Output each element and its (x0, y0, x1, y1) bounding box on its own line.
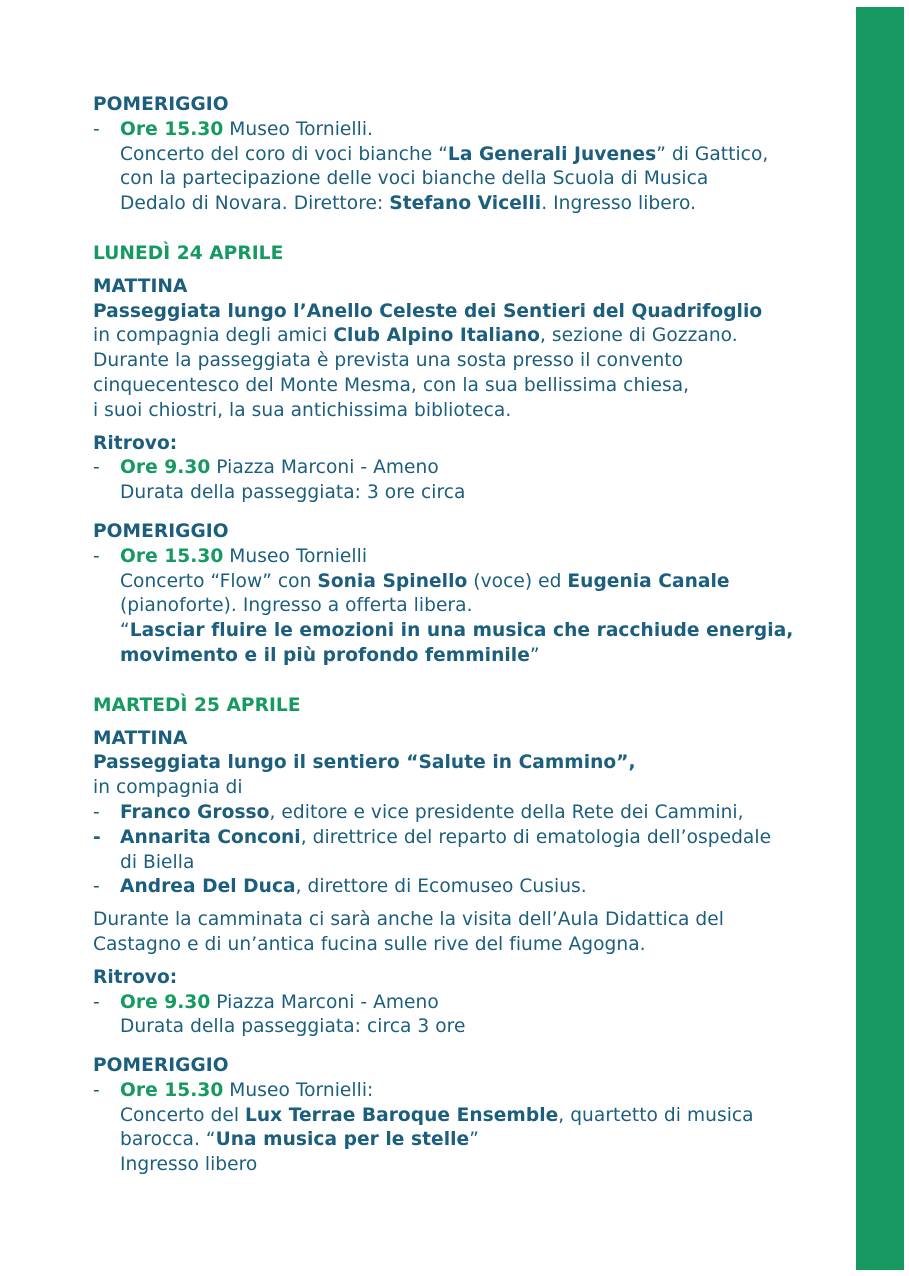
list-item (93, 801, 833, 826)
meeting-item (93, 991, 833, 1016)
text: Dedalo di Novara. Direttore: (120, 193, 390, 215)
text: barocca. “ (120, 1129, 216, 1151)
event-item (93, 545, 833, 570)
meeting-label: Ritrovo: (93, 966, 178, 988)
day-heading-tuesday: MARTEDÌ 25 APRILE (93, 694, 301, 716)
text: , direttore di Ecomuseo Cusius. (295, 876, 587, 898)
event-description (93, 143, 833, 217)
text: ” (529, 644, 540, 666)
event-time: Ore 9.30 (120, 457, 211, 479)
event-place: Museo Tornielli (223, 545, 368, 567)
event-time: Ore 15.30 (120, 545, 224, 567)
person-name: Annarita Conconi (120, 826, 301, 848)
quote-text: movimento e il più profondo femminile (120, 644, 530, 666)
text-line: in compagnia di (93, 777, 243, 799)
text: , quartetto di musica (558, 1104, 754, 1126)
text-line: cinquecentesco del Monte Mesma, con la sua bellissima chiesa, (93, 374, 690, 396)
list-item (93, 826, 833, 876)
text: , direttrice del reparto di ematologia dell’ospedale (300, 826, 772, 848)
list-dash: - (93, 876, 100, 898)
walk-duration: Durata della passeggiata: circa 3 ore (120, 1016, 466, 1038)
event-item (93, 118, 833, 143)
text: ” (469, 1129, 479, 1151)
event-time: Ore 15.30 (120, 118, 224, 140)
side-accent-bar (856, 7, 904, 1270)
text-line: Castagno e di un’antica fucina sulle rive del fiume Agogna. (93, 933, 646, 955)
section-heading-afternoon: POMERIGGIO (93, 94, 229, 115)
section-heading-afternoon: POMERIGGIO (93, 520, 229, 542)
event-description (93, 1104, 833, 1178)
performer-name: Sonia Spinello (317, 570, 468, 592)
text-line: i suoi chiostri, la sua antichissima biblioteca. (93, 399, 512, 421)
text: “ (120, 620, 130, 642)
event-place: Piazza Marconi - Ameno (210, 991, 439, 1013)
quote-text: Lasciar fluire le emozioni in una musica che racchiude energia, (129, 620, 794, 642)
concert-title: Una musica per le stelle (215, 1129, 470, 1151)
text: Concerto del (120, 1104, 245, 1126)
list-dash: - (93, 991, 100, 1013)
event-place: Piazza Marconi - Ameno (210, 457, 439, 479)
list-dash: - (93, 826, 101, 848)
event-place: Museo Tornielli: (223, 1079, 374, 1101)
text: . Ingresso libero. (541, 193, 697, 215)
ensemble-name: Lux Terrae Baroque Ensemble (245, 1104, 559, 1126)
text-line: con la partecipazione delle voci bianche della Scuola di Musica (120, 168, 709, 190)
section-heading-morning: MATTINA (93, 275, 188, 297)
text-line: Ingresso libero (120, 1154, 258, 1176)
text: , editore e vice presidente della Rete dei Cammini, (269, 801, 744, 823)
choir-name: La Generali Juvenes (447, 143, 657, 165)
text: Concerto “Flow” con (120, 570, 318, 592)
event-time: Ore 15.30 (120, 1079, 224, 1101)
day-heading-monday: LUNEDÌ 24 APRILE (93, 242, 284, 264)
club-name: Club Alpino Italiano (333, 325, 540, 347)
performer-name: Eugenia Canale (567, 570, 730, 592)
text: (voce) ed (467, 570, 568, 592)
list-dash: - (93, 801, 100, 823)
section-heading-morning: MATTINA (93, 727, 188, 749)
text: in compagnia degli amici (93, 325, 334, 347)
text-line: (pianoforte). Ingresso a offerta libera. (120, 595, 473, 617)
list-dash: - (93, 545, 100, 567)
meeting-item (93, 456, 833, 481)
section-heading-afternoon: POMERIGGIO (93, 1055, 229, 1077)
person-name: Franco Grosso (120, 801, 270, 823)
walk-title: Passeggiata lungo il sentiero “Salute in Cammino”, (93, 752, 636, 774)
conductor-name: Stefano Vicelli (389, 193, 542, 215)
person-name: Andrea Del Duca (120, 876, 296, 898)
walk-duration: Durata della passeggiata: 3 ore circa (120, 482, 466, 504)
text-line: Durante la passeggiata è prevista una sosta presso il convento (93, 350, 684, 372)
event-description (93, 570, 833, 669)
list-item (93, 875, 833, 900)
text-line: Durante la camminata ci sarà anche la visita dell’Aula Didattica del (93, 909, 724, 931)
program-content (93, 93, 833, 1178)
event-time: Ore 9.30 (120, 991, 211, 1013)
event-place: Museo Tornielli. (223, 118, 374, 140)
list-dash: - (93, 1079, 100, 1101)
meeting-label: Ritrovo: (93, 432, 178, 454)
list-dash: - (93, 457, 100, 479)
event-item (93, 1079, 833, 1104)
walk-title: Passeggiata lungo l’Anello Celeste dei Sentieri del Quadrifoglio (93, 300, 763, 322)
text: ” di Gattico, (656, 143, 769, 165)
list-dash: - (93, 118, 100, 140)
text: Concerto del coro di voci bianche “ (120, 143, 448, 165)
text: di Biella (120, 851, 195, 873)
text: , sezione di Gozzano. (539, 325, 738, 347)
